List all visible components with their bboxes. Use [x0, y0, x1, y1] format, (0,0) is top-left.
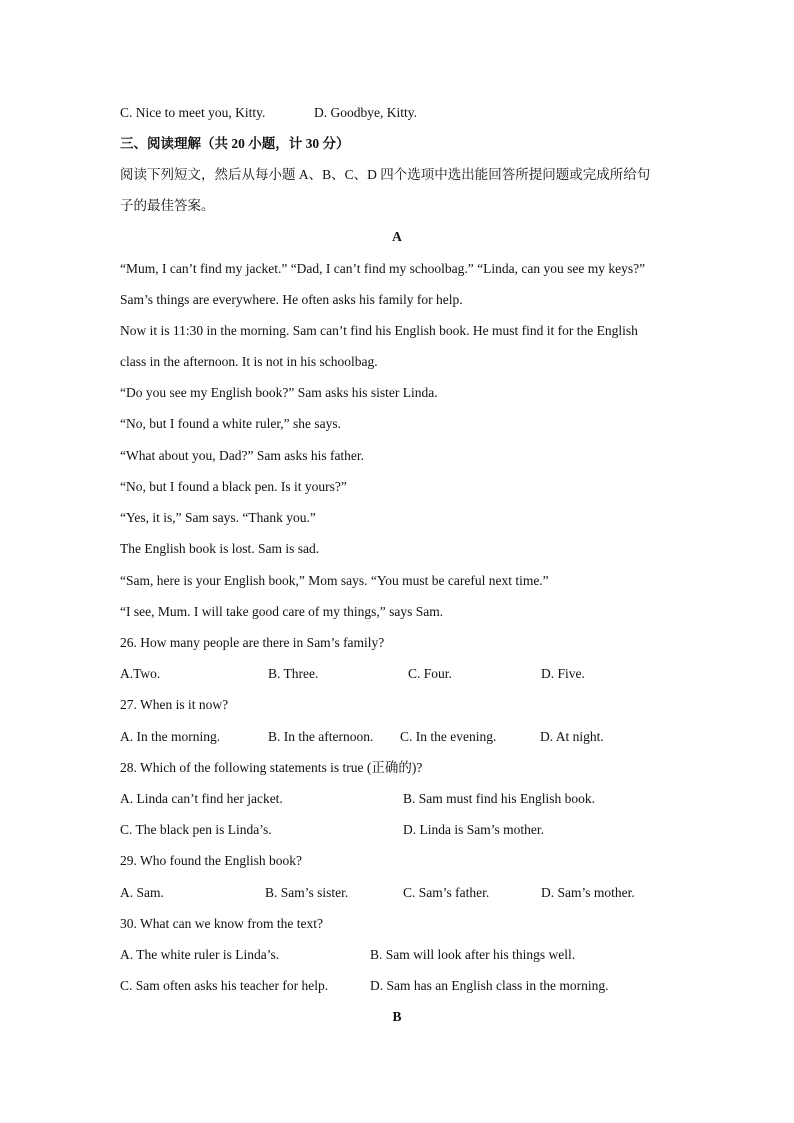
q30-option-b: B. Sam will look after his things well.	[370, 947, 576, 962]
q30-option-c: C. Sam often asks his teacher for help.	[120, 978, 329, 993]
instructions-line-2: 子的最佳答案。	[120, 198, 215, 213]
question-30: 30. What can we know from the text?	[120, 916, 323, 931]
option-c-nice-to-meet: C. Nice to meet you, Kitty.	[120, 105, 266, 120]
question-26: 26. How many people are there in Sam’s family?	[120, 635, 385, 650]
passage-line: “Sam, here is your English book,” Mom says. “You must be careful next time.”	[120, 573, 549, 588]
q26-option-b: B. Three.	[268, 666, 319, 681]
q26-option-a: A.Two.	[120, 666, 161, 681]
passage-line: class in the afternoon. It is not in his schoolbag.	[120, 354, 378, 369]
q27-option-d: D. At night.	[540, 729, 604, 744]
q27-option-b: B. In the afternoon.	[268, 729, 374, 744]
question-27: 27. When is it now?	[120, 697, 229, 712]
q29-option-c: C. Sam’s father.	[403, 885, 490, 900]
passage-b-label: B	[392, 1009, 402, 1024]
passage-a-label: A	[392, 229, 402, 244]
passage-line: “No, but I found a black pen. Is it yours?”	[120, 479, 347, 494]
q26-option-d: D. Five.	[541, 666, 585, 681]
q28-option-a: A. Linda can’t find her jacket.	[120, 791, 283, 806]
q28-option-c: C. The black pen is Linda’s.	[120, 822, 272, 837]
q30-option-d: D. Sam has an English class in the morning.	[370, 978, 609, 993]
passage-line: “What about you, Dad?” Sam asks his father.	[120, 448, 365, 463]
option-d-goodbye: D. Goodbye, Kitty.	[314, 105, 417, 120]
passage-line: Sam’s things are everywhere. He often asks his family for help.	[120, 292, 463, 307]
passage-line: “Do you see my English book?” Sam asks his sister Linda.	[120, 385, 438, 400]
question-28: 28. Which of the following statements is true (正确的)?	[120, 760, 423, 775]
q29-option-d: D. Sam’s mother.	[541, 885, 635, 900]
q27-option-c: C. In the evening.	[400, 729, 497, 744]
instructions-line-1: 阅读下列短文，然后从每小题 A、B、C、D 四个选项中选出能回答所提问题或完成所给句	[120, 167, 651, 182]
passage-line: The English book is lost. Sam is sad.	[120, 541, 320, 556]
passage-line: “Yes, it is,” Sam says. “Thank you.”	[120, 510, 316, 525]
q28-option-b: B. Sam must find his English book.	[403, 791, 596, 806]
question-29: 29. Who found the English book?	[120, 853, 302, 868]
q29-option-b: B. Sam’s sister.	[265, 885, 349, 900]
passage-line: “I see, Mum. I will take good care of my things,” says Sam.	[120, 604, 444, 619]
q29-option-a: A. Sam.	[120, 885, 164, 900]
q27-option-a: A. In the morning.	[120, 729, 221, 744]
section-title: 三、阅读理解（共 20 小题，计 30 分）	[120, 136, 350, 151]
q30-option-a: A. The white ruler is Linda’s.	[120, 947, 280, 962]
q26-option-c: C. Four.	[408, 666, 452, 681]
passage-line: “Mum, I can’t find my jacket.” “Dad, I can’t find my schoolbag.” “Linda, can you see my keys?”	[120, 261, 646, 276]
q28-option-d: D. Linda is Sam’s mother.	[403, 822, 544, 837]
passage-line: “No, but I found a white ruler,” she says.	[120, 416, 342, 431]
passage-line: Now it is 11:30 in the morning. Sam can’t find his English book. He must find it for the English	[120, 323, 638, 338]
